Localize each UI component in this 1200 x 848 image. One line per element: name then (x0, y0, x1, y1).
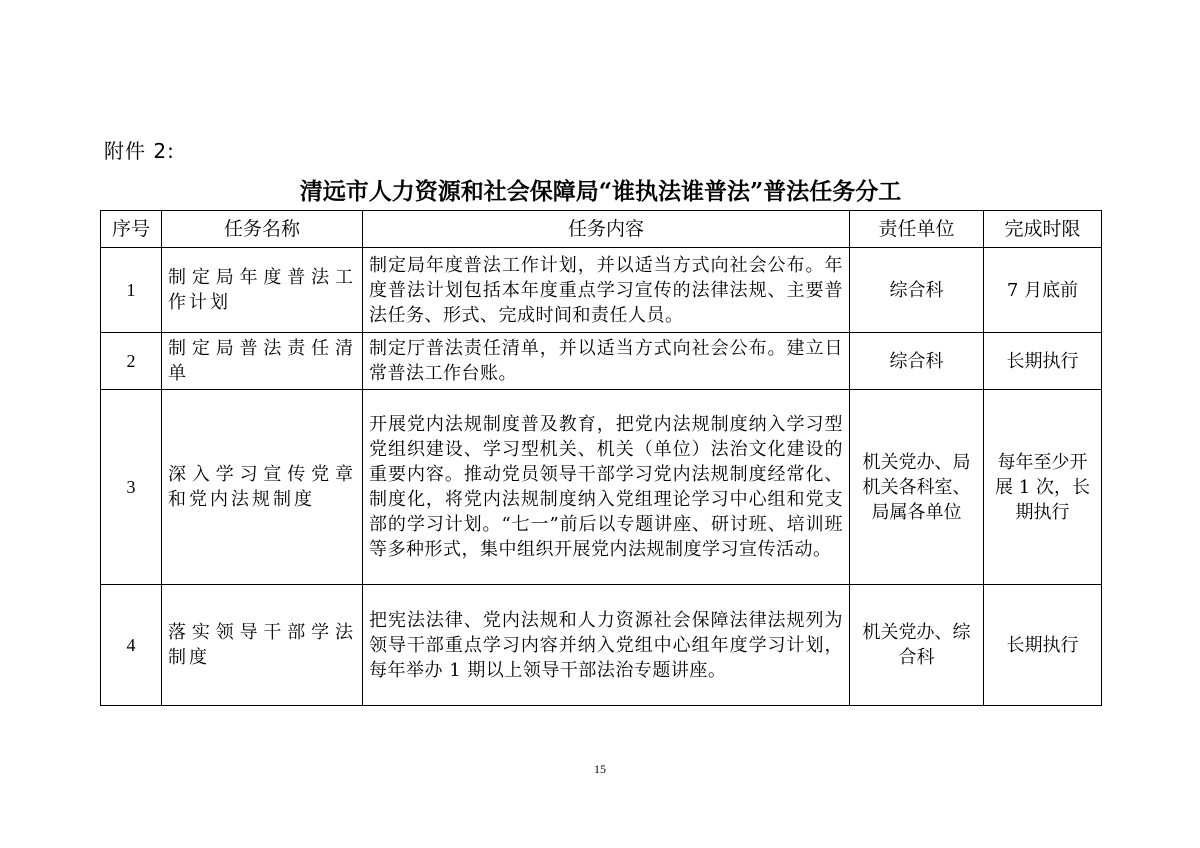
row-deadline: 每年至少开展 1 次，长期执行 (984, 390, 1102, 585)
table-row (101, 333, 1102, 390)
row-task-content: 开展党内法规制度普及教育，把党内法规制度纳入学习型党组织建设、学习型机关、机关（单位）法治文化建设的重要内容。推动党员领导干部学习党内法规制度经常化、制度化，将党内法规制度纳入党组理论学习中心组和党支部的学习计划。“七一”前后以专题讲座、研讨班、培训班等多种形式，集中组织开展党内法规制度学习宣传活动。 (363, 390, 850, 585)
row-task-content: 制定厅普法责任清单，并以适当方式向社会公布。建立日常普法工作台账。 (363, 333, 850, 390)
row-task-name: 落实领导干部学法制度 (162, 585, 363, 706)
attachment-label: 附件 2: (104, 139, 175, 163)
row-deadline: 7 月底前 (984, 248, 1102, 333)
header-deadline: 完成时限 (984, 211, 1102, 248)
header-task-name: 任务名称 (162, 211, 363, 248)
row-responsible-unit: 综合科 (850, 333, 984, 390)
row-no: 2 (101, 333, 162, 390)
table-row (101, 585, 1102, 706)
row-deadline: 长期执行 (984, 585, 1102, 706)
row-no: 4 (101, 585, 162, 706)
row-task-content: 把宪法法律、党内法规和人力资源社会保障法律法规列为领导干部重点学习内容并纳入党组中心组年度学习计划，每年举办 1 期以上领导干部法治专题讲座。 (363, 585, 850, 706)
table-row (101, 390, 1102, 585)
row-task-name: 深入学习宣传党章和党内法规制度 (162, 390, 363, 585)
row-responsible-unit: 机关党办、局机关各科室、局属各单位 (850, 390, 984, 585)
row-task-name: 制定局年度普法工作计划 (162, 248, 363, 333)
header-no: 序号 (101, 211, 162, 248)
row-task-name: 制定局普法责任清单 (162, 333, 363, 390)
document-title: 清远市人力资源和社会保障局“谁执法谁普法”普法任务分工 (299, 178, 902, 205)
header-responsible-unit: 责任单位 (850, 211, 984, 248)
table-row (101, 248, 1102, 333)
table-header-row (101, 211, 1102, 248)
header-task-content: 任务内容 (363, 211, 850, 248)
row-no: 3 (101, 390, 162, 585)
row-responsible-unit: 综合科 (850, 248, 984, 333)
row-task-content: 制定局年度普法工作计划，并以适当方式向社会公布。年度普法计划包括本年度重点学习宣传的法律法规、主要普法任务、形式、完成时间和责任人员。 (363, 248, 850, 333)
row-no: 1 (101, 248, 162, 333)
page-number: 15 (594, 762, 606, 776)
task-table (100, 210, 1102, 706)
row-responsible-unit: 机关党办、综合科 (850, 585, 984, 706)
row-deadline: 长期执行 (984, 333, 1102, 390)
